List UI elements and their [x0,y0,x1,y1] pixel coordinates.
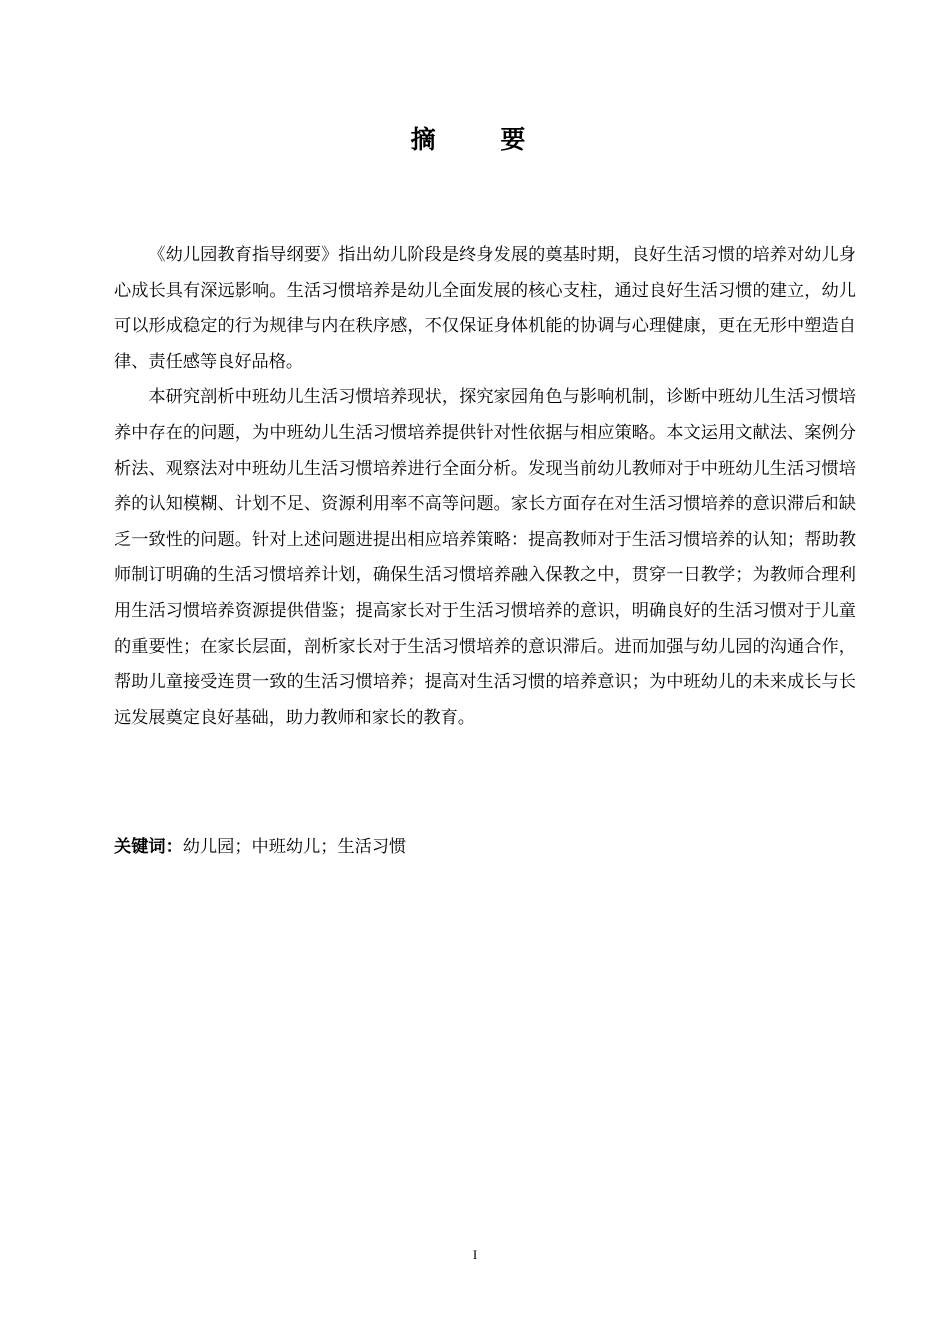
abstract-body [114,238,856,736]
abstract-paragraph-1: 《幼儿园教育指导纲要》指出幼儿阶段是终身发展的奠基时期，良好生活习惯的培养对幼儿身心成长具有深远影响。生活习惯培养是幼儿全面发展的核心支柱，通过良好生活习惯的建立，幼儿可以形成稳定的行为规律与内在秩序感，不仅保证身体机能的协调与心理健康，更在无形中塑造自律、责任感等良好品格。 [114,245,856,372]
keywords-label: 关键词： [114,837,183,857]
page-title: 摘 要 [410,125,554,154]
page-number: I [472,1247,478,1262]
keywords-line [114,830,856,866]
abstract-paragraph-2: 本研究剖析中班幼儿生活习惯培养现状，探究家园角色与影响机制，诊断中班幼儿生活习惯培养中存在的问题，为中班幼儿生活习惯培养提供针对性依据与相应策略。本文运用文献法、案例分析法、观察法对中班幼儿生活习惯培养进行全面分析。发现当前幼儿教师对于中班幼儿生活习惯培养的认知模糊、计划不足、资源利用率不高等问题。家长方面存在对生活习惯培养的意识滞后和缺乏一致性的问题。针对上述问题进提出相应培养策略：提高教师对于生活习惯培养的认知；帮助教师制订明确的生活习惯培养计划，确保生活习惯培养融入保教之中，贯穿一日教学；为教师合理利用生活习惯培养资源提供借鉴；提高家长对于生活习惯培养的意识，明确良好的生活习惯对于儿童的重要性；在家长层面，剖析家长对于生活习惯培养的意识滞后。进而加强与幼儿园的沟通合作，帮助儿童接受连贯一致的生活习惯培养；提高对生活习惯的培养意识；为中班幼儿的未来成长与长远发展奠定良好基础，助力教师和家长的教育。 [114,387,856,728]
keywords-value: 幼儿园；中班幼儿；生活习惯 [182,837,407,857]
